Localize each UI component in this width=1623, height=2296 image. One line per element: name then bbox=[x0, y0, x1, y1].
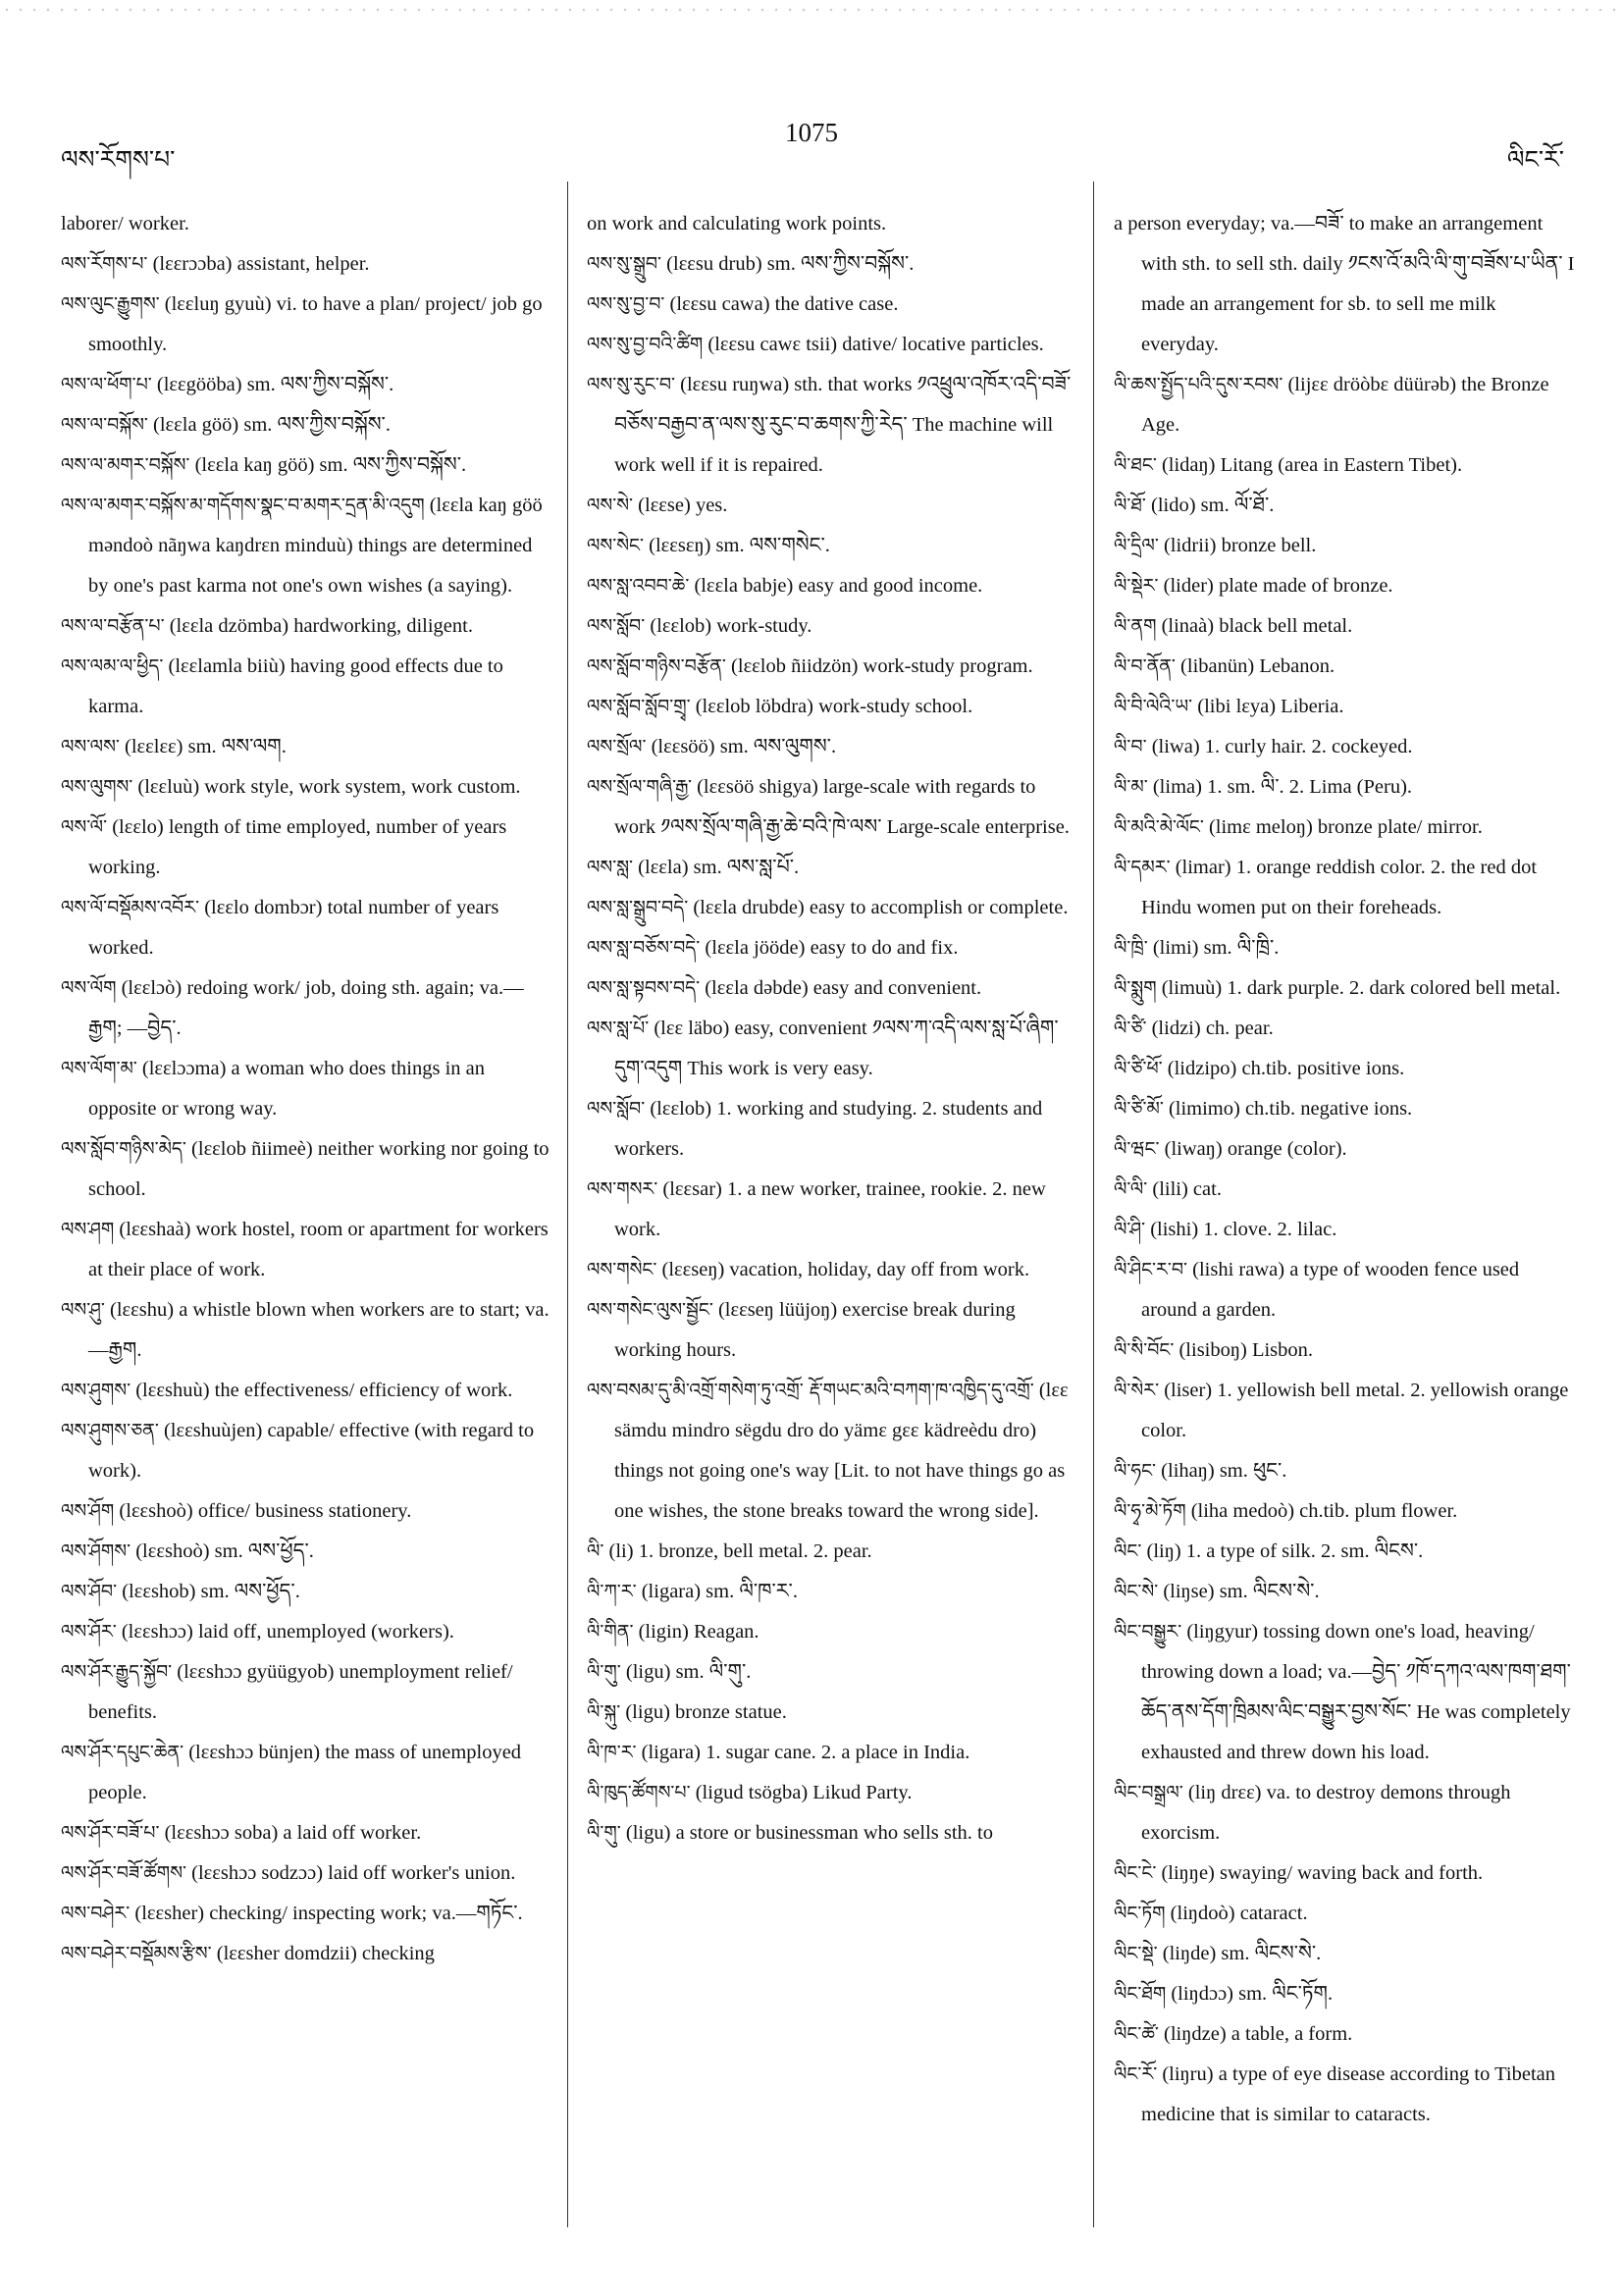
entry-definition: (lɛɛrɔɔba) assistant, helper. bbox=[152, 253, 370, 275]
headword-tibetan: ལིང་ངེ་ bbox=[1114, 1862, 1157, 1884]
headword-tibetan: ལི་ཐོ་ bbox=[1114, 495, 1146, 516]
headword-tibetan: ལས་སློབ་ bbox=[587, 1098, 646, 1120]
dictionary-entry bbox=[61, 606, 551, 647]
entry-definition: (lɛɛlob ñiidzön) work-study program. bbox=[731, 655, 1033, 677]
entry-definition: (ligu) a store or businessman who sells sth. to bbox=[625, 1822, 993, 1844]
entry-definition: (lɛɛlo dombɔr) total number of years worked. bbox=[88, 897, 499, 959]
entry-definition: (liŋde) sm. ལིངས་སེ་. bbox=[1162, 1943, 1322, 1964]
headword-tibetan: ལི་ནག bbox=[1114, 615, 1157, 637]
headword-tibetan: ལས་ཤོར་བཟོ་པ་ bbox=[61, 1822, 160, 1844]
dictionary-column-1 bbox=[61, 204, 551, 1974]
headword-tibetan: ལས་ལས་ bbox=[61, 736, 120, 757]
entry-definition: (liŋ drɛɛ) va. to destroy demons through exorcism. bbox=[1141, 1782, 1511, 1844]
dictionary-entry bbox=[61, 1371, 551, 1411]
dictionary-entry bbox=[1114, 606, 1575, 647]
dictionary-entry bbox=[61, 1853, 551, 1894]
headword-tibetan: ལས་ཤོར་བཟོ་ཚོགས་ bbox=[61, 1862, 187, 1884]
dictionary-entry bbox=[1114, 808, 1575, 848]
dictionary-entry bbox=[61, 1813, 551, 1853]
dictionary-entry bbox=[61, 1129, 551, 1210]
dictionary-entry bbox=[587, 1009, 1077, 1089]
dictionary-entry bbox=[61, 767, 551, 808]
dictionary-entry bbox=[61, 1612, 551, 1652]
entry-definition: (lɛɛshu) a whistle blown when workers are to start; va.—རྒྱག. bbox=[88, 1299, 550, 1361]
dictionary-entry bbox=[1114, 1371, 1575, 1451]
headword-tibetan: ལི་ཤི་ bbox=[1114, 1219, 1146, 1240]
headword-tibetan: ལི་ལི་ bbox=[1114, 1178, 1148, 1200]
dictionary-entry bbox=[587, 244, 1077, 285]
entry-definition: (libanün) Lebanon. bbox=[1180, 655, 1335, 677]
entry-definition: (lili) cat. bbox=[1152, 1178, 1222, 1200]
entry-definition: (liŋ) 1. a type of silk. 2. sm. ལིངས་. bbox=[1146, 1540, 1424, 1562]
entry-definition: (lɛɛsöö) sm. ལས་ལུགས་. bbox=[651, 736, 837, 757]
entry-definition: (libi lɛya) Liberia. bbox=[1197, 696, 1344, 717]
headword-tibetan: ལི་གུ་ bbox=[587, 1822, 621, 1844]
dictionary-entry bbox=[61, 1491, 551, 1532]
dictionary-entry bbox=[61, 204, 551, 244]
headword-tibetan: ལི་བ་ bbox=[1114, 736, 1147, 757]
entry-definition: (lɛɛla jööde) easy to do and fix. bbox=[705, 937, 959, 959]
dictionary-entry bbox=[1114, 204, 1575, 365]
dictionary-entry bbox=[61, 486, 551, 606]
headword-tibetan: ལི་ཤིང་ར་བ་ bbox=[1114, 1259, 1188, 1280]
entry-definition: (liŋdɔɔ) sm. ལིང་ཏོག. bbox=[1171, 1983, 1334, 2005]
entry-definition: (lɛɛshɔɔ sodzɔɔ) laid off worker's union. bbox=[191, 1862, 516, 1884]
dictionary-entry bbox=[61, 1049, 551, 1129]
dictionary-entry bbox=[587, 1170, 1077, 1250]
headword-tibetan: ལི་གིན་ bbox=[587, 1621, 634, 1643]
headword-tibetan: ལི་མའི་མེ་ལོང་ bbox=[1114, 816, 1204, 838]
dictionary-entry bbox=[1114, 727, 1575, 767]
dictionary-entry bbox=[61, 1652, 551, 1733]
headword-tibetan: ལི་ཐང་ bbox=[1114, 454, 1157, 476]
entry-definition: (lishi) 1. clove. 2. lilac. bbox=[1150, 1219, 1337, 1240]
dictionary-entry bbox=[61, 647, 551, 727]
headword-tibetan: ལི་མ་ bbox=[1114, 776, 1148, 798]
headword-tibetan: ལི་བ་ནོན་ bbox=[1114, 655, 1176, 677]
headword-tibetan: ལས་སླ་སྟབས་བདེ་ bbox=[587, 977, 701, 999]
entry-definition: (lɛɛlɔò) redoing work/ job, doing sth. again; va.—རྒྱག; —བྱེད་. bbox=[88, 977, 524, 1039]
entry-definition: (lɛɛla drubde) easy to accomplish or complete. bbox=[693, 897, 1069, 918]
headword-tibetan: ལས་སེང་ bbox=[587, 535, 645, 556]
entry-definition: a person everyday; va.—བཟོ་ to make an arrangement with sth. to sell sth. daily ༡ངས་འོ་མའི་ལི་གུ་བཟོས་པ་ཡིན་ I made an arrangement for sb. to sell me milk everyday. bbox=[1114, 213, 1575, 355]
entry-definition: (lɛɛla dəbde) easy and convenient. bbox=[705, 977, 982, 999]
dictionary-entry bbox=[61, 727, 551, 767]
dictionary-entry bbox=[61, 968, 551, 1049]
dictionary-entry bbox=[1114, 365, 1575, 445]
entry-definition: (lɛɛseŋ lüüjoŋ) exercise break during working hours. bbox=[614, 1299, 1016, 1361]
headword-tibetan: ལས་སུ་བྱ་བའི་ཚིག bbox=[587, 334, 704, 355]
entry-definition: (liŋdoò) cataract. bbox=[1170, 1903, 1308, 1924]
headword-tibetan: ལི་བི་ལེའི་ཡ་ bbox=[1114, 696, 1193, 717]
headword-tibetan: ལས་ལ་མགར་བསྐོས་མ་གདོགས་སྣང་བ་མགར་དྲན་མི་འདུག bbox=[61, 495, 425, 516]
dictionary-entry bbox=[587, 647, 1077, 687]
entry-definition: (lɛɛshoò) office/ business stationery. bbox=[119, 1500, 412, 1522]
page-number: 1075 bbox=[785, 118, 838, 147]
entry-definition: (lihaŋ) sm. ཕུང་. bbox=[1161, 1460, 1287, 1482]
headword-tibetan: ལི་ཙི་ bbox=[1114, 1018, 1147, 1039]
entry-definition: (lido) sm. ལོ་ཐོ་. bbox=[1151, 495, 1275, 516]
entry-definition: (lɛɛsöö shigya) large-scale with regards to work ༡ལས་སྲོལ་གཞི་རྒྱ་ཆེ་བའི་ཁེ་ལས་ Large-scale enterprise. bbox=[614, 776, 1070, 838]
headword-tibetan: ལས་སློབ་སློབ་གྲྭ་ bbox=[587, 696, 691, 717]
headword-tibetan: ལས་ལོ་བསྡོམས་འབོར་ bbox=[61, 897, 200, 918]
entry-definition: (liwaŋ) orange (color). bbox=[1164, 1138, 1347, 1160]
dictionary-entry bbox=[587, 1371, 1077, 1532]
headword-tibetan: ལིང་ཏོག bbox=[1114, 1903, 1166, 1924]
entry-definition: (lɛɛla kaŋ göö məndoò nãŋwa kaŋdrɛn minduù) things are determined by one's past karma not one's own wishes (a saying). bbox=[88, 495, 543, 597]
headword-tibetan: ལས་སེ་ bbox=[587, 495, 634, 516]
entry-definition: (lɛɛsu cawɛ tsii) dative/ locative particles. bbox=[707, 334, 1044, 355]
headword-tibetan: ལས་སུ་སྒྲུབ་ bbox=[587, 253, 662, 275]
headword-tibetan: ལི་སེར་ bbox=[1114, 1380, 1160, 1401]
entry-definition: (lɛɛshob) sm. ལས་ཕྱོད་. bbox=[122, 1581, 300, 1602]
headword-tibetan: ལིང་ཐོག bbox=[1114, 1983, 1167, 2005]
entry-definition: (lɛɛlob ñiimeè) neither working nor going to school. bbox=[88, 1138, 550, 1200]
headword-tibetan: ལས་སླ་པོ་ bbox=[587, 1018, 650, 1039]
dictionary-entry bbox=[61, 405, 551, 445]
headword-tibetan: ལས་བསམ་དུ་མི་འགྲོ་གསེག་ཏུ་འགྲོ་ རྡོ་གཡང་མའི་བཀག་ཁ་འཁྱིད་དུ་འགྲོ་ bbox=[587, 1380, 1034, 1401]
entry-definition: (liŋse) sm. ལིངས་སེ་. bbox=[1163, 1581, 1320, 1602]
entry-definition: (lima) 1. sm. ལི་. 2. Lima (Peru). bbox=[1152, 776, 1413, 798]
headword-tibetan: ལས་ལུགས་ bbox=[61, 776, 133, 798]
dictionary-entry bbox=[61, 1290, 551, 1371]
dictionary-entry bbox=[61, 244, 551, 285]
entry-definition: (lɛɛla) sm. ལས་སླ་པོ་. bbox=[638, 857, 800, 878]
headword-tibetan: ལི་ཙི་མོ་ bbox=[1114, 1098, 1164, 1120]
headword-tibetan: ལི་ཧང་ bbox=[1114, 1460, 1157, 1482]
entry-definition: (liŋdze) a table, a form. bbox=[1164, 2023, 1353, 2045]
headword-tibetan: ལས་གསེང་ལུས་སྦྱོང་ bbox=[587, 1299, 713, 1321]
entry-definition: (limi) sm. ལི་ཁྲི་. bbox=[1152, 937, 1280, 959]
headword-tibetan: ལས་སྲོལ་ bbox=[587, 736, 647, 757]
dictionary-entry bbox=[1114, 647, 1575, 687]
dictionary-entry bbox=[587, 1290, 1077, 1371]
dictionary-entry bbox=[587, 1532, 1077, 1572]
headword-tibetan: ལས་སློབ་ bbox=[587, 615, 646, 637]
entry-definition: laborer/ worker. bbox=[61, 213, 189, 235]
entry-definition: (linaà) black bell metal. bbox=[1161, 615, 1353, 637]
headword-tibetan: ལི་ཁྲི་ bbox=[1114, 937, 1148, 959]
page-header bbox=[0, 118, 1623, 174]
headword-tibetan: ལས་སུ་རུང་བ་ bbox=[587, 374, 676, 395]
dictionary-entry bbox=[1114, 1491, 1575, 1532]
entry-definition: (liwa) 1. curly hair. 2. cockeyed. bbox=[1151, 736, 1413, 757]
headword-tibetan: ལས་སློབ་གཉིས་བརྩོན་ bbox=[587, 655, 726, 677]
entry-definition: (lɛɛla göö) sm. ལས་ཀྱིས་བསྐོས་. bbox=[153, 414, 391, 436]
entry-definition: (lɛɛsar) 1. a new worker, trainee, rookie. 2. new work. bbox=[614, 1178, 1046, 1240]
dictionary-entry bbox=[1114, 566, 1575, 606]
entry-definition: (lɛɛluŋ gyuù) vi. to have a plan/ project/ job go smoothly. bbox=[88, 293, 543, 355]
dictionary-entry bbox=[1114, 1250, 1575, 1331]
dictionary-entry bbox=[1114, 687, 1575, 727]
headword-tibetan: ལིང་རོ་ bbox=[1114, 2063, 1158, 2085]
dictionary-entry bbox=[587, 566, 1077, 606]
headword-tibetan: ལས་ལོག bbox=[61, 977, 117, 999]
entry-definition: (ligara) 1. sugar cane. 2. a place in India. bbox=[641, 1742, 970, 1763]
headword-tibetan: ལས་སླ་བཅོས་བདེ་ bbox=[587, 937, 701, 959]
dictionary-entry bbox=[587, 606, 1077, 647]
dictionary-entry bbox=[1114, 1451, 1575, 1491]
header-left-guideword: ལས་རོགས་པ་ bbox=[61, 145, 176, 174]
entry-definition: (liha medoò) ch.tib. plum flower. bbox=[1190, 1500, 1458, 1522]
entry-definition: (lɛɛlɔɔma) a woman who does things in an opposite or wrong way. bbox=[88, 1058, 486, 1120]
dictionary-entry bbox=[587, 1652, 1077, 1693]
column-divider bbox=[1093, 182, 1094, 2227]
dictionary-entry bbox=[1114, 1170, 1575, 1210]
dictionary-entry bbox=[1114, 1934, 1575, 1974]
entry-definition: (lɛɛshɔɔ gyüügyob) unemployment relief/ benefits. bbox=[88, 1661, 513, 1723]
dictionary-entry bbox=[1114, 1894, 1575, 1934]
dictionary-entry bbox=[61, 1894, 551, 1934]
headword-tibetan: ལིང་བསྒྱུར་ bbox=[1114, 1621, 1182, 1643]
entry-definition: (ligu) bronze statue. bbox=[625, 1701, 787, 1723]
entry-definition: (lishi rawa) a type of wooden fence used around a garden. bbox=[1141, 1259, 1520, 1321]
dictionary-entry bbox=[1114, 1572, 1575, 1612]
headword-tibetan: ལི་སི་བོང་ bbox=[1114, 1339, 1175, 1361]
headword-tibetan: ལས་ལ་བསྐོས་ bbox=[61, 414, 148, 436]
entry-definition: (lɛɛlo) length of time employed, number of years working. bbox=[88, 816, 507, 878]
entry-definition: (lidzipo) ch.tib. positive ions. bbox=[1167, 1058, 1405, 1079]
dictionary-entry bbox=[587, 1572, 1077, 1612]
entry-definition: (lɛɛshɔɔ soba) a laid off worker. bbox=[164, 1822, 422, 1844]
dictionary-entry bbox=[587, 1089, 1077, 1170]
entry-definition: (lidaŋ) Litang (area in Eastern Tibet). bbox=[1161, 454, 1463, 476]
entry-definition: (lisiboŋ) Lisbon. bbox=[1178, 1339, 1314, 1361]
headword-tibetan: ལས་ཤོར་རྒྱུད་སྐྱོབ་ bbox=[61, 1661, 173, 1683]
entry-definition: (lɛɛlob) work-study. bbox=[650, 615, 812, 637]
entry-definition: (lɛɛluù) work style, work system, work custom. bbox=[137, 776, 521, 798]
entry-definition: (liŋgyur) tossing down one's load, heaving/ throwing down a load; va.—བྱེད་ ༡ཁོ་དཀའ་ལས་ཁག་ཐག་ཆོད་ནས་དོག་ཁྲིམས་ལིང་བསྒྱུར་བྱས་སོང་ He was completely exhausted and threw down his load. bbox=[1141, 1621, 1571, 1763]
entry-definition: (lɛɛsher) checking/ inspecting work; va.—གཏོང་. bbox=[134, 1903, 523, 1924]
headword-tibetan: ལས་ལུང་རྒྱུགས་ bbox=[61, 293, 160, 315]
dictionary-entry bbox=[1114, 1974, 1575, 2014]
dictionary-entry bbox=[61, 888, 551, 968]
entry-definition: (limar) 1. orange reddish color. 2. the red dot Hindu women put on their foreheads. bbox=[1141, 857, 1538, 918]
headword-tibetan: ལི་དྲིལ་ bbox=[1114, 535, 1159, 556]
dictionary-entry bbox=[1114, 1331, 1575, 1371]
dictionary-entry bbox=[587, 1813, 1077, 1853]
entry-definition: (lɛɛshuùjen) capable/ effective (with regard to work). bbox=[88, 1420, 535, 1482]
entry-definition: (lɛɛshɔɔ) laid off, unemployed (workers). bbox=[121, 1621, 454, 1643]
dictionary-entry bbox=[587, 204, 1077, 244]
dictionary-entry bbox=[1114, 1853, 1575, 1894]
headword-tibetan: ལས་ཤོབ་ bbox=[61, 1581, 118, 1602]
entry-definition: (lɛɛgööba) sm. ལས་ཀྱིས་བསྐོས་. bbox=[156, 374, 394, 395]
dictionary-entry bbox=[587, 848, 1077, 888]
headword-tibetan: ལས་ལམ་ལ་ཕྱིད་ bbox=[61, 655, 164, 677]
entry-definition: (limimo) ch.tib. negative ions. bbox=[1168, 1098, 1413, 1120]
entry-definition: (lɛɛshɔɔ bünjen) the mass of unemployed people. bbox=[88, 1742, 522, 1803]
entry-definition: (lɛɛshaà) work hostel, room or apartment for workers at their place of work. bbox=[88, 1219, 549, 1280]
headword-tibetan: ལི་ bbox=[587, 1540, 604, 1562]
dictionary-entry bbox=[1114, 2014, 1575, 2055]
entry-definition: (lɛɛshuù) the effectiveness/ efficiency of work. bbox=[135, 1380, 513, 1401]
dictionary-entry bbox=[1114, 486, 1575, 526]
dictionary-entry bbox=[1114, 445, 1575, 486]
headword-tibetan: ལས་ཤོགས་ bbox=[61, 1540, 131, 1562]
headword-tibetan: ལས་ཤོར་དཔུང་ཆེན་ bbox=[61, 1742, 184, 1763]
headword-tibetan: ལས་སླ་ bbox=[587, 857, 634, 878]
dictionary-entry bbox=[587, 285, 1077, 325]
dictionary-entry bbox=[61, 1934, 551, 1974]
headword-tibetan: ལས་ཤུ་ bbox=[61, 1299, 105, 1321]
dictionary-entry bbox=[1114, 1129, 1575, 1170]
entry-definition: (ligud tsögba) Likud Party. bbox=[695, 1782, 913, 1803]
entry-definition: (limuù) 1. dark purple. 2. dark colored bell metal. bbox=[1161, 977, 1561, 999]
entry-definition: (lɛɛsu cawa) the dative case. bbox=[669, 293, 899, 315]
headword-tibetan: ལིང་ཚེ་ bbox=[1114, 2023, 1159, 2045]
dictionary-entry bbox=[587, 767, 1077, 848]
dictionary-entry bbox=[587, 1250, 1077, 1290]
entry-definition: (lɛɛsɛŋ) sm. ལས་གསེང་. bbox=[649, 535, 830, 556]
headword-tibetan: ལི་ཀ་ར་ bbox=[587, 1581, 637, 1602]
dictionary-entry bbox=[587, 365, 1077, 486]
dictionary-entry bbox=[61, 1572, 551, 1612]
headword-tibetan: ལིང་སྡེ་ bbox=[1114, 1943, 1158, 1964]
dictionary-entry bbox=[1114, 848, 1575, 928]
headword-tibetan: ལི་སྐུ་ bbox=[587, 1701, 621, 1723]
headword-tibetan: ལས་ཤོག bbox=[61, 1500, 115, 1522]
dictionary-entry bbox=[587, 1733, 1077, 1773]
headword-tibetan: ལི་སྡེར་ bbox=[1114, 575, 1159, 597]
dictionary-entry bbox=[587, 486, 1077, 526]
entry-definition: (lɛɛshoò) sm. ལས་ཕྱོད་. bbox=[135, 1540, 314, 1562]
dictionary-entry bbox=[587, 888, 1077, 928]
headword-tibetan: ལས་ཤོར་ bbox=[61, 1621, 117, 1643]
headword-tibetan: ལས་ལ་བརྩོན་པ་ bbox=[61, 615, 165, 637]
dictionary-entry bbox=[1114, 1612, 1575, 1773]
headword-tibetan: ལས་བཤེར་བསྡོམས་རྩིས་ bbox=[61, 1943, 212, 1964]
header-right-guideword: ལིང་རོ་ bbox=[1506, 145, 1564, 174]
headword-tibetan: ལས་ལ་མགར་བསྐོས་ bbox=[61, 454, 190, 476]
entry-definition: (lider) plate made of bronze. bbox=[1163, 575, 1393, 597]
dictionary-column-3 bbox=[1114, 204, 1575, 2135]
dictionary-entry bbox=[1114, 1773, 1575, 1853]
entry-definition: (ligin) Reagan. bbox=[638, 1621, 759, 1643]
headword-tibetan: ལས་གསར་ bbox=[587, 1178, 658, 1200]
entry-definition: (lɛɛlob löbdra) work-study school. bbox=[695, 696, 973, 717]
headword-tibetan: ལས་ལོག་མ་ bbox=[61, 1058, 137, 1079]
headword-tibetan: ལས་སློབ་གཉིས་མེད་ bbox=[61, 1138, 186, 1160]
entry-definition: (ligu) sm. ལི་གུ་. bbox=[625, 1661, 752, 1683]
dictionary-entry bbox=[1114, 1532, 1575, 1572]
entry-definition: (ligara) sm. ལི་ཁ་ར་. bbox=[641, 1581, 798, 1602]
headword-tibetan: ལས་ཤུགས་ bbox=[61, 1380, 131, 1401]
dictionary-entry bbox=[587, 928, 1077, 968]
dictionary-entry bbox=[587, 968, 1077, 1009]
entry-definition: (lɛɛla dzömba) hardworking, diligent. bbox=[169, 615, 473, 637]
entry-definition: (lɛɛ läbo) easy, convenient ༡ལས་ཀ་འདི་ལས་སླ་པོ་ཞིག་དུག་འདུག This work is very easy. bbox=[614, 1018, 1059, 1079]
entry-definition: (lɛɛla kaŋ göö) sm. ལས་ཀྱིས་བསྐོས་. bbox=[194, 454, 467, 476]
entry-definition: (lidrii) bronze bell. bbox=[1163, 535, 1317, 556]
entry-definition: (lɛɛla babje) easy and good income. bbox=[694, 575, 983, 597]
headword-tibetan: ལི་དམར་ bbox=[1114, 857, 1171, 878]
entry-definition: on work and calculating work points. bbox=[587, 213, 887, 235]
dictionary-column-2 bbox=[587, 204, 1077, 1853]
headword-tibetan: ལི་ཆས་སྤྱོད་པའི་དུས་རབས་ bbox=[1114, 374, 1283, 395]
dictionary-entry bbox=[61, 1532, 551, 1572]
headword-tibetan: ལས་བཤེར་ bbox=[61, 1903, 131, 1924]
entry-definition: (lɛɛsu drub) sm. ལས་ཀྱིས་བསྐོས་. bbox=[666, 253, 915, 275]
entry-definition: (lɛɛlob) 1. working and studying. 2. students and workers. bbox=[614, 1098, 1043, 1160]
headword-tibetan: ལས་ཤུགས་ཅན་ bbox=[61, 1420, 159, 1441]
dictionary-entry bbox=[587, 526, 1077, 566]
entry-definition: (lɛɛseŋ) vacation, holiday, day off from work. bbox=[661, 1259, 1030, 1280]
headword-tibetan: ལི་ཁ་ར་ bbox=[587, 1742, 637, 1763]
entry-definition: (lɛɛsu ruŋwa) sth. that works ༡འཕྲུལ་འཁོར་འདི་བཟོ་བཅོས་བརྒྱབ་ན་ལས་སུ་རུང་བ་ཆགས་ཀྱི་རེད་ The machine will work well if it is repaired. bbox=[614, 374, 1072, 476]
headword-tibetan: ལི་གུ་ bbox=[587, 1661, 621, 1683]
entry-definition: (lɛɛsher domdzii) checking bbox=[216, 1943, 435, 1964]
headword-tibetan: ལས་སྲོལ་གཞི་རྒྱ་ bbox=[587, 776, 692, 798]
headword-tibetan: ལི་སྨུག bbox=[1114, 977, 1157, 999]
headword-tibetan: ལས་གསེང་ bbox=[587, 1259, 657, 1280]
dictionary-entry bbox=[1114, 2055, 1575, 2135]
dictionary-entry bbox=[61, 445, 551, 486]
headword-tibetan: ལས་སུ་བྱ་བ་ bbox=[587, 293, 665, 315]
headword-tibetan: ལིང་བསྒྲལ་ bbox=[1114, 1782, 1183, 1803]
entry-definition: (lɛɛlɛɛ) sm. ལས་ལག. bbox=[125, 736, 287, 757]
dictionary-entry bbox=[587, 1612, 1077, 1652]
entry-definition: (lɛɛse) yes. bbox=[638, 495, 728, 516]
dictionary-entry bbox=[587, 727, 1077, 767]
headword-tibetan: ལས་རོགས་པ་ bbox=[61, 253, 148, 275]
dictionary-entry bbox=[1114, 928, 1575, 968]
headword-tibetan: ལིང་ bbox=[1114, 1540, 1142, 1562]
entry-definition: (liŋru) a type of eye disease according to Tibetan medicine that is similar to cataracts. bbox=[1141, 2063, 1555, 2125]
dictionary-entry bbox=[61, 285, 551, 365]
scan-edge-dots bbox=[0, 8, 1623, 12]
headword-tibetan: ལི་ཧྭ་མེ་ཏོག bbox=[1114, 1500, 1186, 1522]
headword-tibetan: ལི་ཙི་ཕོ་ bbox=[1114, 1058, 1163, 1079]
entry-definition: (liser) 1. yellowish bell metal. 2. yellowish orange color. bbox=[1141, 1380, 1569, 1441]
dictionary-entry bbox=[587, 687, 1077, 727]
entry-definition: (li) 1. bronze, bell metal. 2. pear. bbox=[608, 1540, 872, 1562]
dictionary-entry bbox=[1114, 968, 1575, 1009]
headword-tibetan: ལི་ཝང་ bbox=[1114, 1138, 1160, 1160]
dictionary-entry bbox=[61, 365, 551, 405]
headword-tibetan: ལིང་སེ་ bbox=[1114, 1581, 1159, 1602]
dictionary-entry bbox=[61, 1210, 551, 1290]
dictionary-entry bbox=[587, 1693, 1077, 1733]
dictionary-entry bbox=[587, 325, 1077, 365]
dictionary-entry bbox=[1114, 1009, 1575, 1049]
headword-tibetan: ལས་ཤག bbox=[61, 1219, 115, 1240]
entry-definition: (lijɛɛ dröòbɛ düürəb) the Bronze Age. bbox=[1141, 374, 1549, 436]
dictionary-entry bbox=[61, 1411, 551, 1491]
entry-definition: (lɛɛlamla biiù) having good effects due to karma. bbox=[88, 655, 503, 717]
headword-tibetan: ལས་ལ་ཕོག་པ་ bbox=[61, 374, 152, 395]
headword-tibetan: ལས་ལོ་ bbox=[61, 816, 108, 838]
headword-tibetan: ལས་སླ་འབབ་ཆེ་ bbox=[587, 575, 690, 597]
dictionary-entry bbox=[587, 1773, 1077, 1813]
dictionary-entry bbox=[1114, 1049, 1575, 1089]
dictionary-entry bbox=[1114, 1089, 1575, 1129]
entry-definition: (limɛ meloŋ) bronze plate/ mirror. bbox=[1208, 816, 1483, 838]
dictionary-entry bbox=[61, 1733, 551, 1813]
column-divider bbox=[567, 182, 568, 2227]
entry-definition: (lɛɛ sämdu mindro sëgdu dro do yämɛ gɛɛ kädreèdu dro) things not going one's way [Lit. to not have things go as one wishes, the stone breaks toward the wrong side]. bbox=[614, 1380, 1069, 1522]
headword-tibetan: ལས་སླ་སྒྲུབ་བདེ་ bbox=[587, 897, 689, 918]
entry-definition: (lidzi) ch. pear. bbox=[1151, 1018, 1274, 1039]
dictionary-entry bbox=[1114, 1210, 1575, 1250]
entry-definition: (liŋŋe) swaying/ waving back and forth. bbox=[1161, 1862, 1484, 1884]
dictionary-entry bbox=[61, 808, 551, 888]
dictionary-entry bbox=[1114, 767, 1575, 808]
dictionary-entry bbox=[1114, 526, 1575, 566]
headword-tibetan: ལི་ཁུད་ཚོགས་པ་ bbox=[587, 1782, 691, 1803]
